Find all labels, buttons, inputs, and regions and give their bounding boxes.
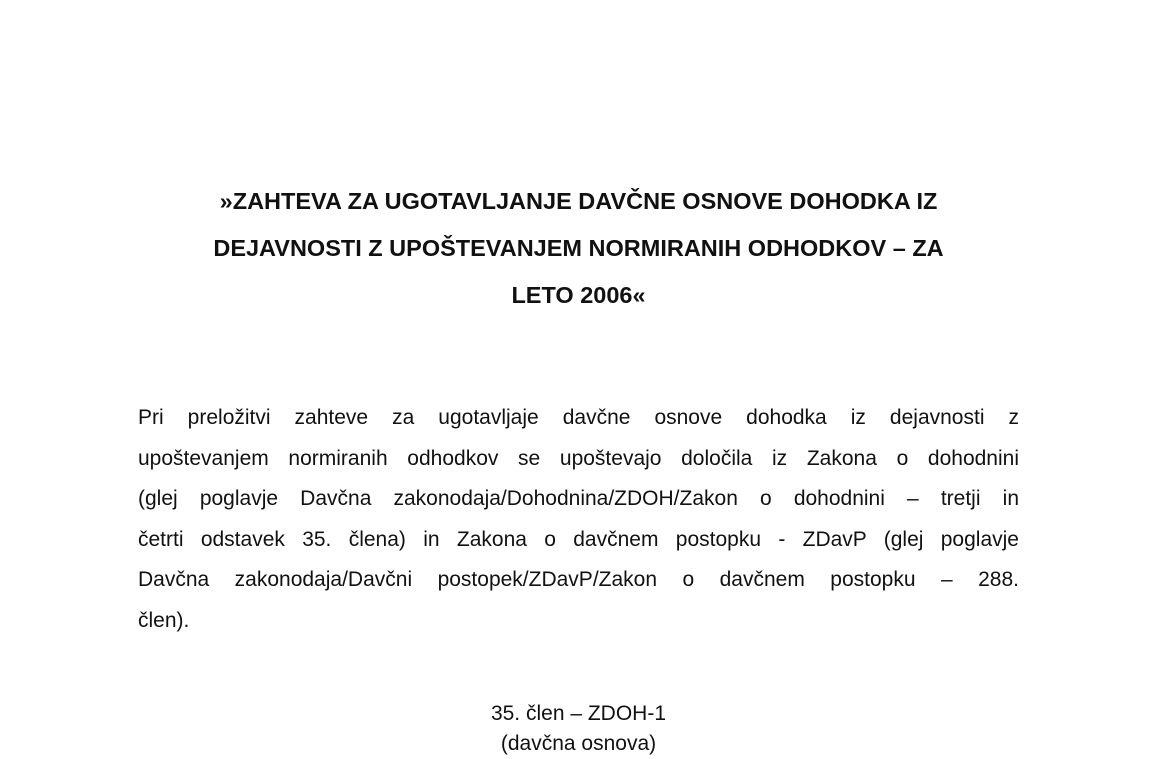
title-line: LETO 2006«: [511, 282, 646, 308]
paragraph-line: Pri preložitvi zahteve za ugotavljaje davčne osnove dohodka iz dejavnosti z: [138, 406, 1019, 429]
paragraph-line: (glej poglavje Davčna zakonodaja/Dohodnina/ZDOH/Zakon o dohodnini – tretji in: [138, 487, 1019, 510]
body-paragraph: [138, 398, 1019, 641]
paragraph-line: Davčna zakonodaja/Davčni postopek/ZDavP/Zakon o davčnem postopku – 288.: [138, 568, 1019, 591]
title-line: DEJAVNOSTI Z UPOŠTEVANJEM NORMIRANIH ODHODKOV – ZA: [213, 235, 944, 261]
article-header: [0, 699, 1157, 759]
paragraph-line: četrti odstavek 35. člena) in Zakona o davčnem postopku - ZDavP (glej poglavje: [138, 527, 1019, 551]
paragraph-line: upoštevanjem normiranih odhodkov se upoštevajo določila iz Zakona o dohodnini: [138, 446, 1019, 470]
title-line: »ZAHTEVA ZA UGOTAVLJANJE DAVČNE OSNOVE DOHODKA IZ: [219, 188, 938, 214]
article-heading: 35. člen – ZDOH-1: [490, 702, 667, 725]
paragraph-line: člen).: [138, 608, 190, 632]
document-title: [140, 178, 1017, 319]
article-subheading: (davčna osnova): [500, 732, 657, 755]
